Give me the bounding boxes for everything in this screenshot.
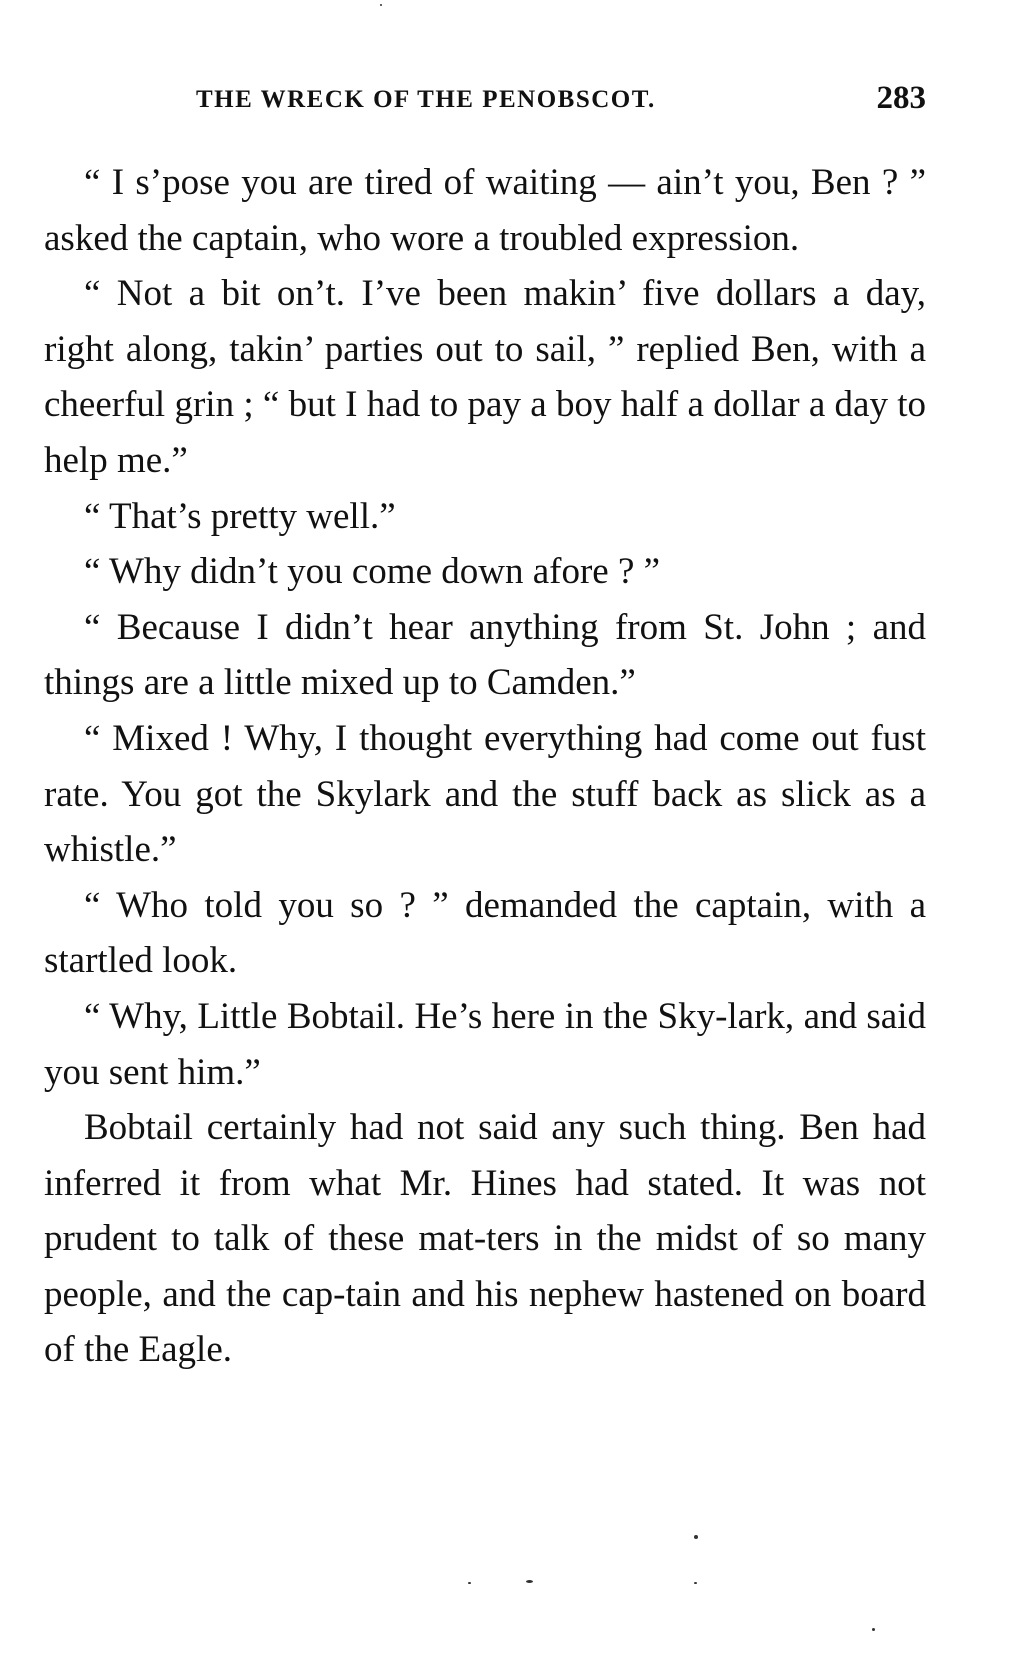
paragraph-3: “ That’s pretty well.” xyxy=(84,495,396,537)
ink-speck xyxy=(872,1628,875,1631)
running-title: THE WRECK OF THE PENOBSCOT. xyxy=(196,86,656,113)
paragraph-1: “ I s’pose you are tired of waiting — ain’t you, Ben ? ” asked the captain, who wore a troubled expression. xyxy=(44,162,926,259)
paragraph-4: “ Why didn’t you come down afore ? ” xyxy=(84,551,661,593)
paragraph-8: “ Why, Little Bobtail. He’s here in the Sky-lark, and said you sent him.” xyxy=(44,995,926,1093)
paragraph-7: “ Who told you so ? ” demanded the captain, with a startled look. xyxy=(44,884,926,982)
ink-speck xyxy=(526,1580,533,1583)
ink-speck xyxy=(694,1582,697,1584)
ink-speck xyxy=(468,1582,471,1584)
paragraph-6: “ Mixed ! Why, I thought everything had come out fust rate. You got the Skylark and the stuff back as slick as a whistle.” xyxy=(44,717,926,871)
running-head xyxy=(46,80,926,124)
page-number: 283 xyxy=(876,80,926,116)
paragraph-2: “ Not a bit on’t. I’ve been makin’ five dollars a day, right along, takin’ parties out to sail, ” replied Ben, with a cheerful grin ; “ but I had to pay a boy half a dollar a day to help me.” xyxy=(44,273,926,481)
body-text xyxy=(44,155,926,1378)
ink-speck xyxy=(694,1535,698,1539)
ink-speck xyxy=(380,4,382,6)
paragraph-9: Bobtail certainly had not said any such thing. Ben had inferred it from what Mr. Hines had stated. It was not prudent to talk of these mat-ters in the midst of so many people, and the cap-tain and his nephew hastened on board of the Eagle. xyxy=(44,1107,926,1371)
paragraph-5: “ Because I didn’t hear anything from St. John ; and things are a little mixed up to Camden.” xyxy=(44,606,926,704)
